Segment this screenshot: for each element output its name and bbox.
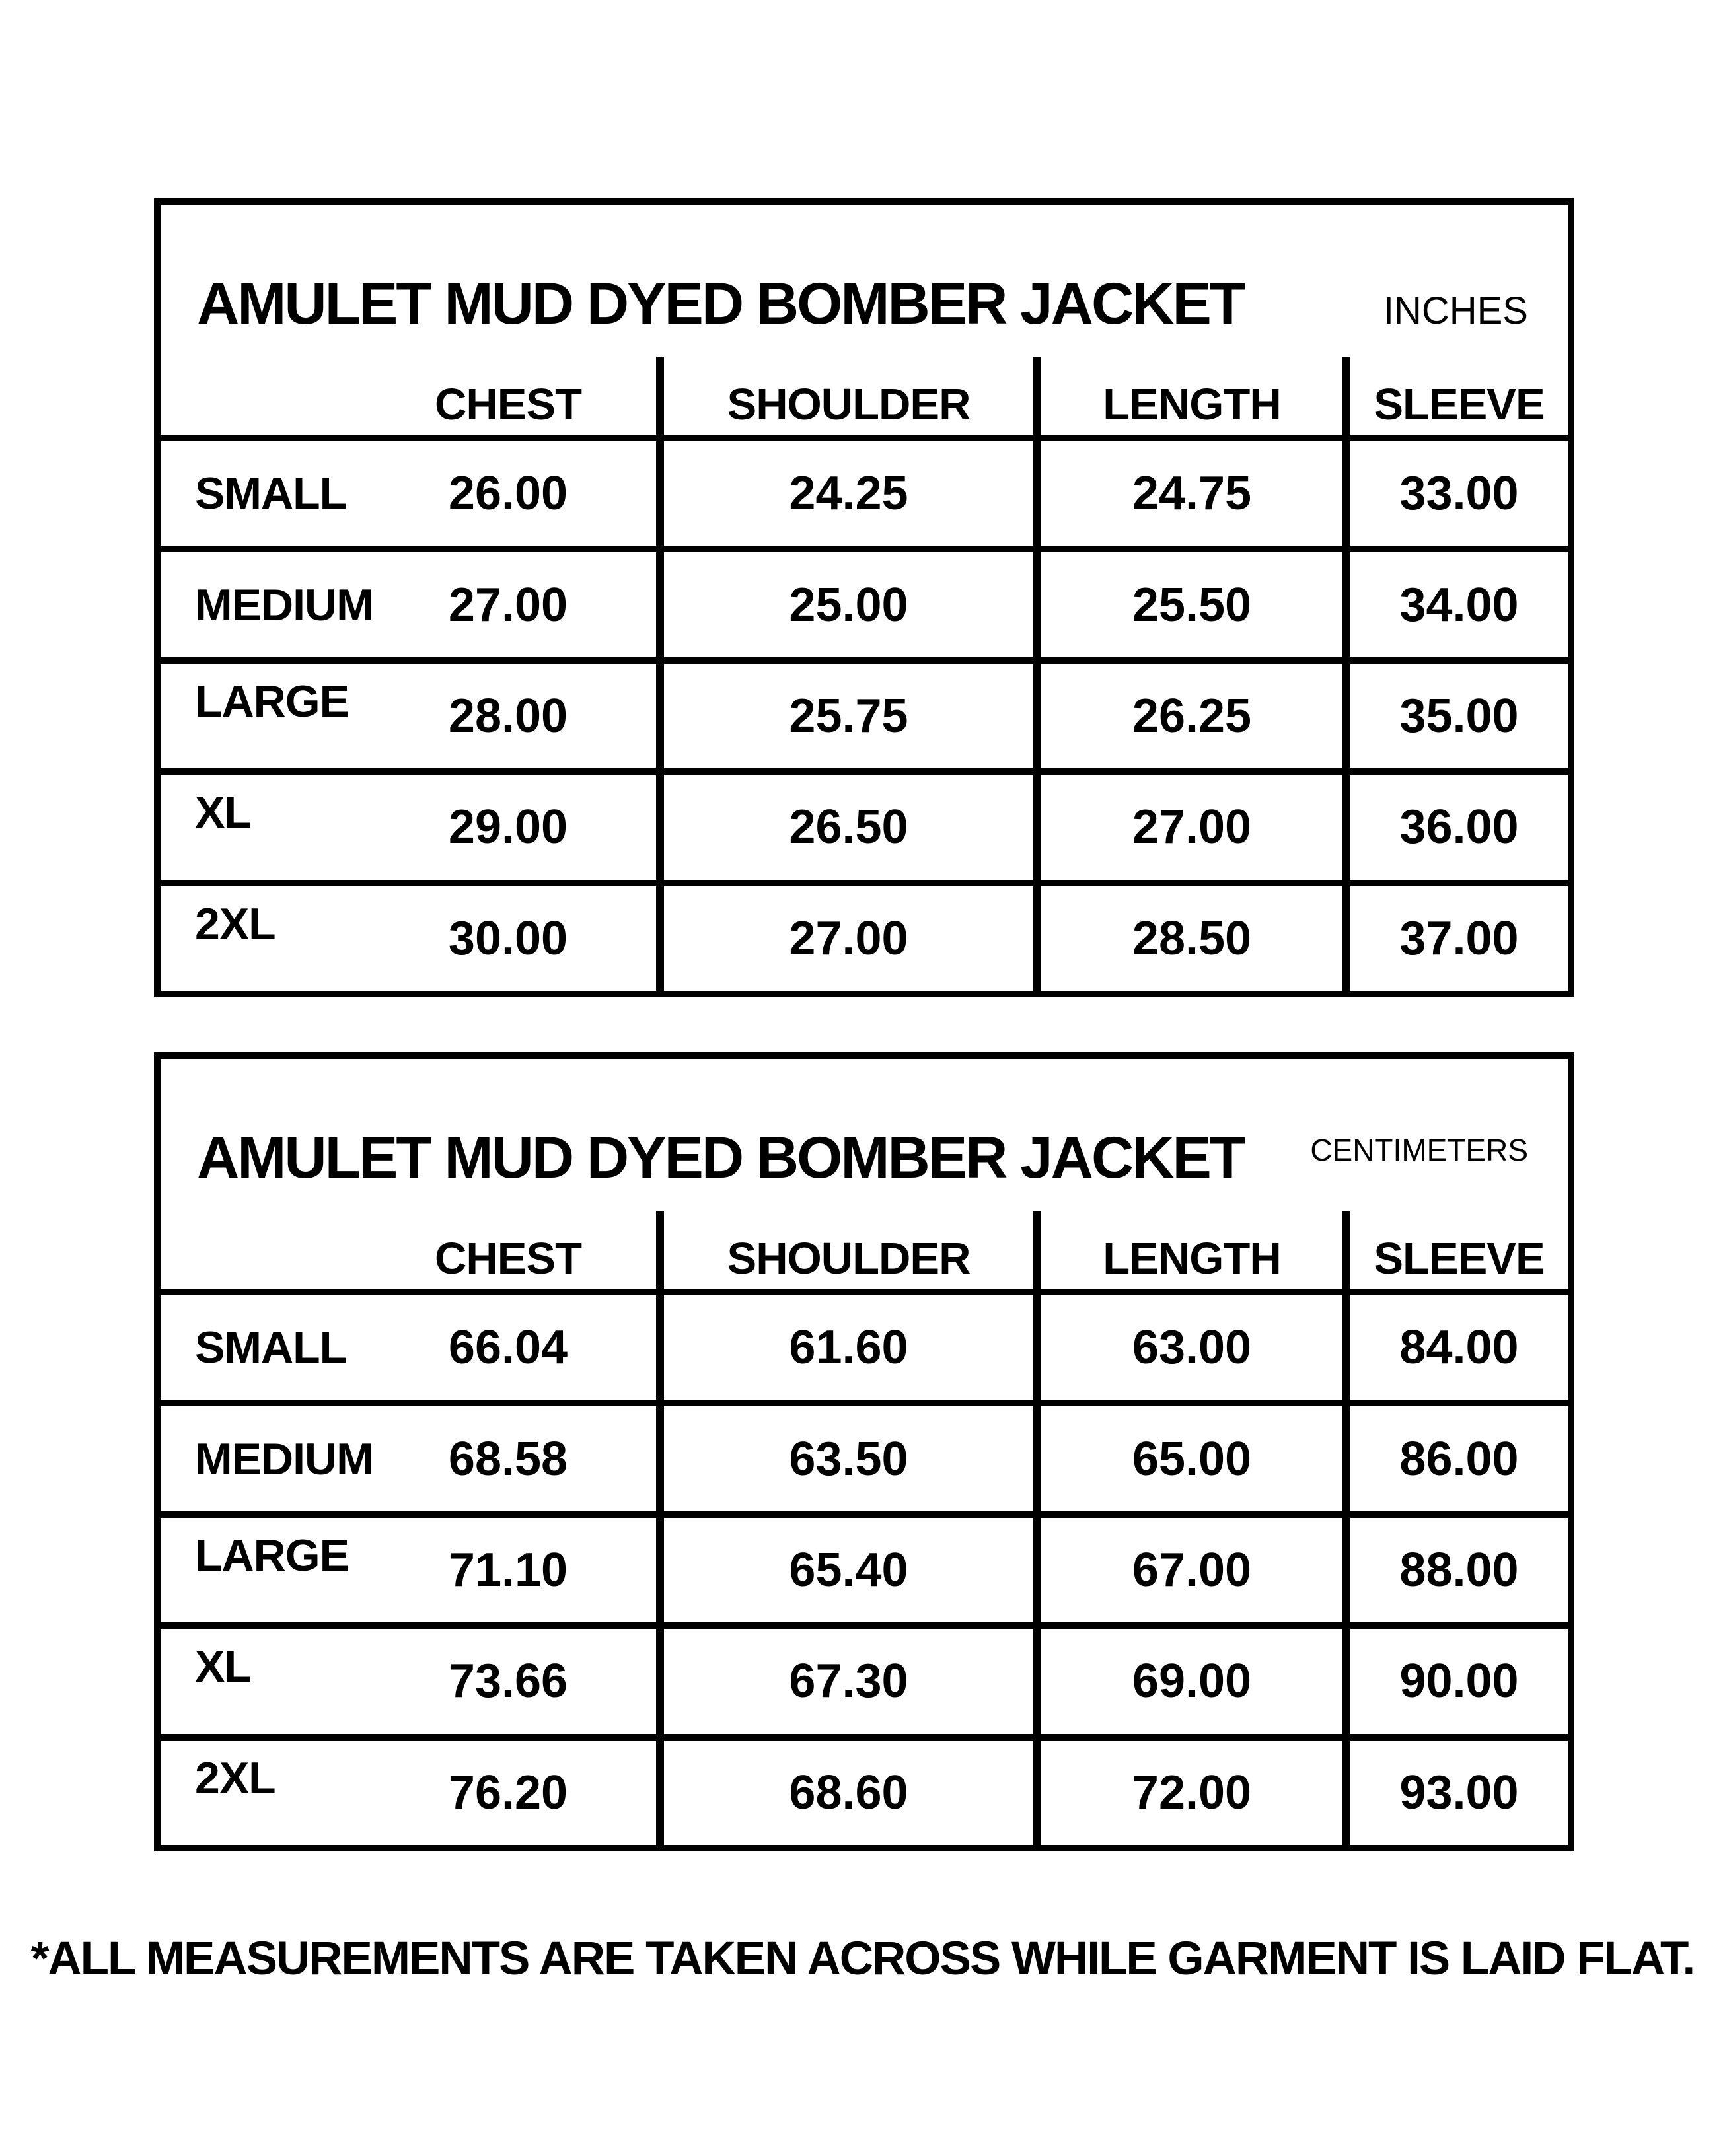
chest-value: 29.00 xyxy=(448,801,568,854)
table-row-medium xyxy=(161,1400,1568,1511)
table-row-small xyxy=(161,441,1568,546)
header-spacer xyxy=(161,357,360,435)
shoulder-value: 25.00 xyxy=(656,552,1033,657)
table-row-2xl xyxy=(161,880,1568,991)
sleeve-value: 33.00 xyxy=(1342,441,1568,546)
unit-label-inches: INCHES xyxy=(1383,289,1528,332)
column-header-length: LENGTH xyxy=(1033,1211,1342,1289)
sleeve-value: 35.00 xyxy=(1342,664,1568,768)
size-label: 2XL xyxy=(195,898,275,949)
column-header-shoulder: SHOULDER xyxy=(656,1211,1033,1289)
table-row-small xyxy=(161,1295,1568,1400)
measurement-footnote: *ALL MEASUREMENTS ARE TAKEN ACROSS WHILE GARMENT IS LAID FLAT. xyxy=(30,1933,1695,1985)
column-header-chest: CHEST xyxy=(434,380,582,429)
chest-value: 26.00 xyxy=(448,467,568,521)
shoulder-value: 25.75 xyxy=(656,664,1033,768)
size-label: LARGE xyxy=(195,676,349,727)
table-row-large xyxy=(161,657,1568,768)
table-title: AMULET MUD DYED BOMBER JACKET xyxy=(197,1124,1244,1190)
sleeve-value: 36.00 xyxy=(1342,775,1568,879)
chest-value: 27.00 xyxy=(448,578,568,631)
shoulder-value: 67.30 xyxy=(656,1629,1033,1733)
length-value: 65.00 xyxy=(1033,1406,1342,1511)
chest-value: 30.00 xyxy=(448,912,568,965)
table-row-medium xyxy=(161,546,1568,657)
table-row-xl xyxy=(161,1622,1568,1733)
chest-value: 66.04 xyxy=(448,1321,568,1375)
size-label: LARGE xyxy=(195,1530,349,1581)
sleeve-value: 37.00 xyxy=(1342,886,1568,991)
sleeve-value: 90.00 xyxy=(1342,1629,1568,1733)
shoulder-value: 26.50 xyxy=(656,775,1033,879)
shoulder-value: 65.40 xyxy=(656,1518,1033,1622)
chest-value: 28.00 xyxy=(448,690,568,743)
size-label: XL xyxy=(195,787,251,838)
header-spacer xyxy=(161,1211,360,1289)
length-value: 69.00 xyxy=(1033,1629,1342,1733)
size-label: MEDIUM xyxy=(195,1433,373,1484)
length-value: 25.50 xyxy=(1033,552,1342,657)
size-label: SMALL xyxy=(195,1322,347,1373)
length-value: 67.00 xyxy=(1033,1518,1342,1622)
shoulder-value: 27.00 xyxy=(656,886,1033,991)
column-header-length: LENGTH xyxy=(1033,357,1342,435)
size-label: SMALL xyxy=(195,468,347,519)
table-body xyxy=(161,441,1568,991)
table-body xyxy=(161,1295,1568,1845)
column-header-sleeve: SLEEVE xyxy=(1342,357,1568,435)
table-row-large xyxy=(161,1511,1568,1622)
size-table-centimeters xyxy=(154,1052,1574,1851)
sleeve-value: 86.00 xyxy=(1342,1406,1568,1511)
column-header-sleeve: SLEEVE xyxy=(1342,1211,1568,1289)
chest-value: 68.58 xyxy=(448,1432,568,1486)
size-label: MEDIUM xyxy=(195,579,373,630)
length-value: 26.25 xyxy=(1033,664,1342,768)
column-header-shoulder: SHOULDER xyxy=(656,357,1033,435)
sleeve-value: 84.00 xyxy=(1342,1295,1568,1400)
chest-value: 73.66 xyxy=(448,1655,568,1708)
shoulder-value: 63.50 xyxy=(656,1406,1033,1511)
table-header-row xyxy=(161,357,1568,441)
table-title: AMULET MUD DYED BOMBER JACKET xyxy=(197,270,1244,336)
length-value: 27.00 xyxy=(1033,775,1342,879)
sleeve-value: 88.00 xyxy=(1342,1518,1568,1622)
length-value: 24.75 xyxy=(1033,441,1342,546)
shoulder-value: 24.25 xyxy=(656,441,1033,546)
length-value: 63.00 xyxy=(1033,1295,1342,1400)
table-title-row-inches xyxy=(161,205,1568,357)
column-header-chest: CHEST xyxy=(434,1234,582,1283)
shoulder-value: 68.60 xyxy=(656,1741,1033,1845)
size-label: 2XL xyxy=(195,1752,275,1803)
chest-value: 71.10 xyxy=(448,1544,568,1597)
table-title-row-centimeters xyxy=(161,1059,1568,1211)
sleeve-value: 93.00 xyxy=(1342,1741,1568,1845)
size-table-inches xyxy=(154,198,1574,997)
shoulder-value: 61.60 xyxy=(656,1295,1033,1400)
unit-label-centimeters: CENTIMETERS xyxy=(1310,1133,1528,1167)
length-value: 72.00 xyxy=(1033,1741,1342,1845)
length-value: 28.50 xyxy=(1033,886,1342,991)
table-row-2xl xyxy=(161,1734,1568,1845)
table-header-row xyxy=(161,1211,1568,1295)
size-label: XL xyxy=(195,1641,251,1692)
sleeve-value: 34.00 xyxy=(1342,552,1568,657)
table-row-xl xyxy=(161,768,1568,879)
chest-value: 76.20 xyxy=(448,1766,568,1819)
